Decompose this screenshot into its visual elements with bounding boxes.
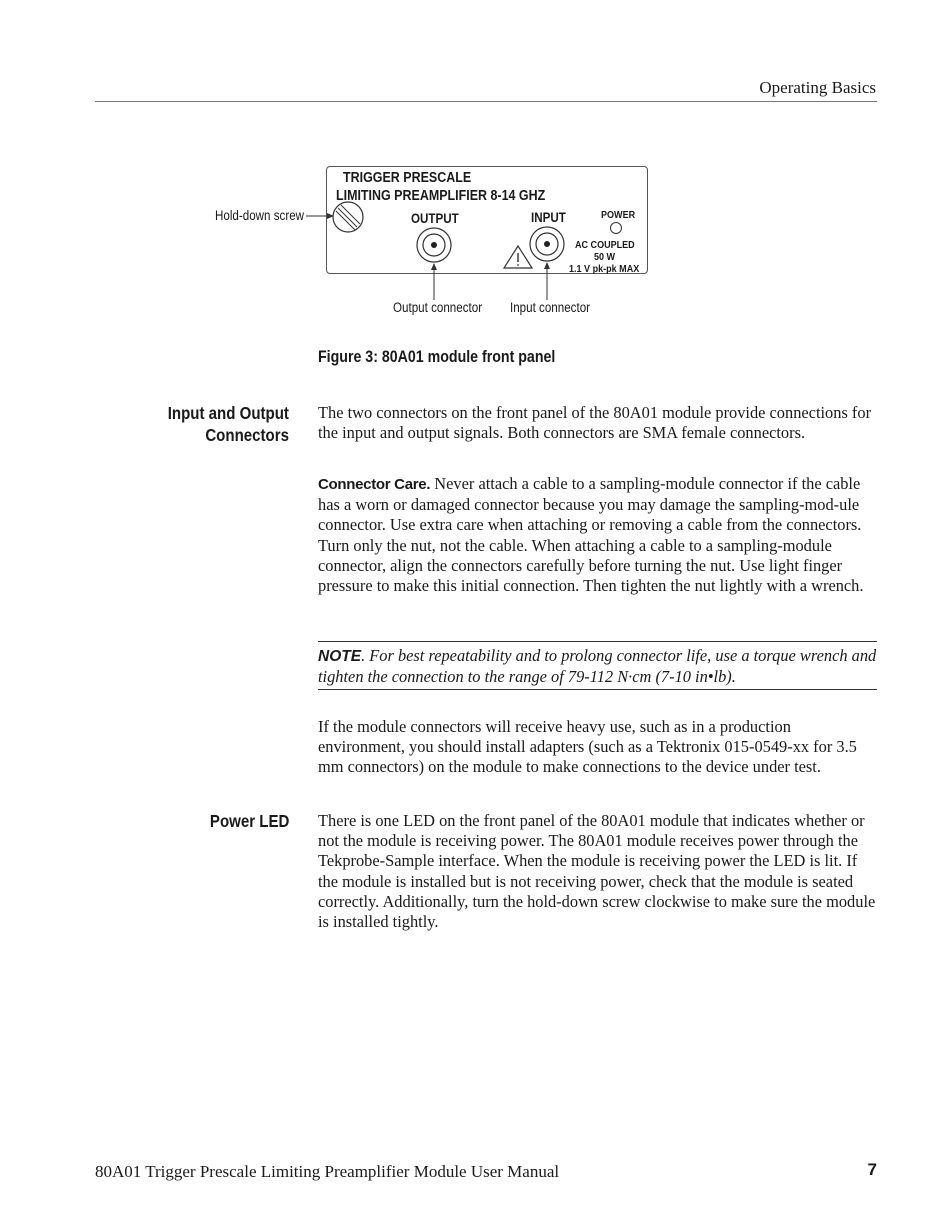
callout-hold-down-screw: Hold-down screw xyxy=(215,208,305,223)
max-voltage-label: 1.1 V pk-pk MAX xyxy=(569,263,640,275)
io-connectors-heading xyxy=(168,402,289,446)
page-number: 7 xyxy=(867,1160,877,1179)
io-heading-line1: Input and Output xyxy=(167,403,289,423)
connector-care-lead: Connector Care. xyxy=(318,476,431,493)
input-callout-arrow xyxy=(544,262,550,300)
power-led-heading: Power LED xyxy=(209,811,289,831)
hold-down-screw-icon xyxy=(333,202,363,232)
power-led-paragraph: There is one LED on the front panel of the 80A01 module that indicates whether or not the module is receiving power. The 80A01 module receives power through the Tekprobe-Sample interface. When the module is receiving power the LED is lit. If the module is installed but is not receiving power, check that the module is seated correctly. Additionally, turn the hold-down screw clockwise to make sure the module is installed tightly. xyxy=(318,811,876,932)
callout-input-connector: Input connector xyxy=(510,300,591,315)
io-heading-line2: Connectors xyxy=(205,425,289,445)
connector-care-paragraph xyxy=(318,474,878,596)
header-rule xyxy=(95,101,877,102)
panel-title-line1: TRIGGER PRESCALE xyxy=(343,170,472,186)
power-label: POWER xyxy=(601,209,636,221)
note-label: NOTE xyxy=(318,648,362,665)
front-panel-figure xyxy=(200,150,680,340)
note-text: . For best repeatability and to prolong connector life, use a torque wrench and tighten the connection to the range of 79-112 N·cm (7-10 in•lb). xyxy=(318,646,877,687)
warning-triangle-icon xyxy=(504,246,532,268)
connector-care-text: Never attach a cable to a sampling-module connector if the cable has a worn or damaged connector because you may damage the sampling-mod-ule connector. Use extra care when attaching or removing a cable from the connectors. Turn only the nut, not the cable. When attaching a cable to a sampling-module connector, align the connectors carefully before turning the nut. Use light finger pressure to make this initial connection. Then tighten the nut lightly with a wrench. xyxy=(318,474,864,596)
output-connector-icon xyxy=(417,228,451,262)
input-connector-icon xyxy=(530,227,564,261)
screw-callout-arrow xyxy=(306,213,334,219)
power-led-icon xyxy=(611,223,622,234)
output-callout-arrow xyxy=(431,263,437,300)
input-label: INPUT xyxy=(531,210,566,225)
note-box xyxy=(318,641,877,690)
adapter-paragraph: If the module connectors will receive heavy use, such as in a production environment, you should install adapters (such as a Tektronix 015-0549-xx for 3.5 mm connectors) on the module to make connections to the device under test. xyxy=(318,717,857,777)
running-header: Operating Basics xyxy=(759,78,876,97)
footer-manual-title: 80A01 Trigger Prescale Limiting Preamplifier Module User Manual xyxy=(95,1162,560,1181)
io-connectors-paragraph: The two connectors on the front panel of the 80A01 module provide connections for the input and output signals. Both connectors are SMA female connectors. xyxy=(318,403,872,443)
impedance-label: 50 W xyxy=(594,251,616,263)
figure-caption: Figure 3: 80A01 module front panel xyxy=(318,348,556,366)
callout-output-connector: Output connector xyxy=(393,300,483,315)
output-label: OUTPUT xyxy=(411,211,459,226)
ac-coupled-label: AC COUPLED xyxy=(575,239,635,251)
panel-title-line2: LIMITING PREAMPLIFIER 8-14 GHZ xyxy=(336,188,546,204)
